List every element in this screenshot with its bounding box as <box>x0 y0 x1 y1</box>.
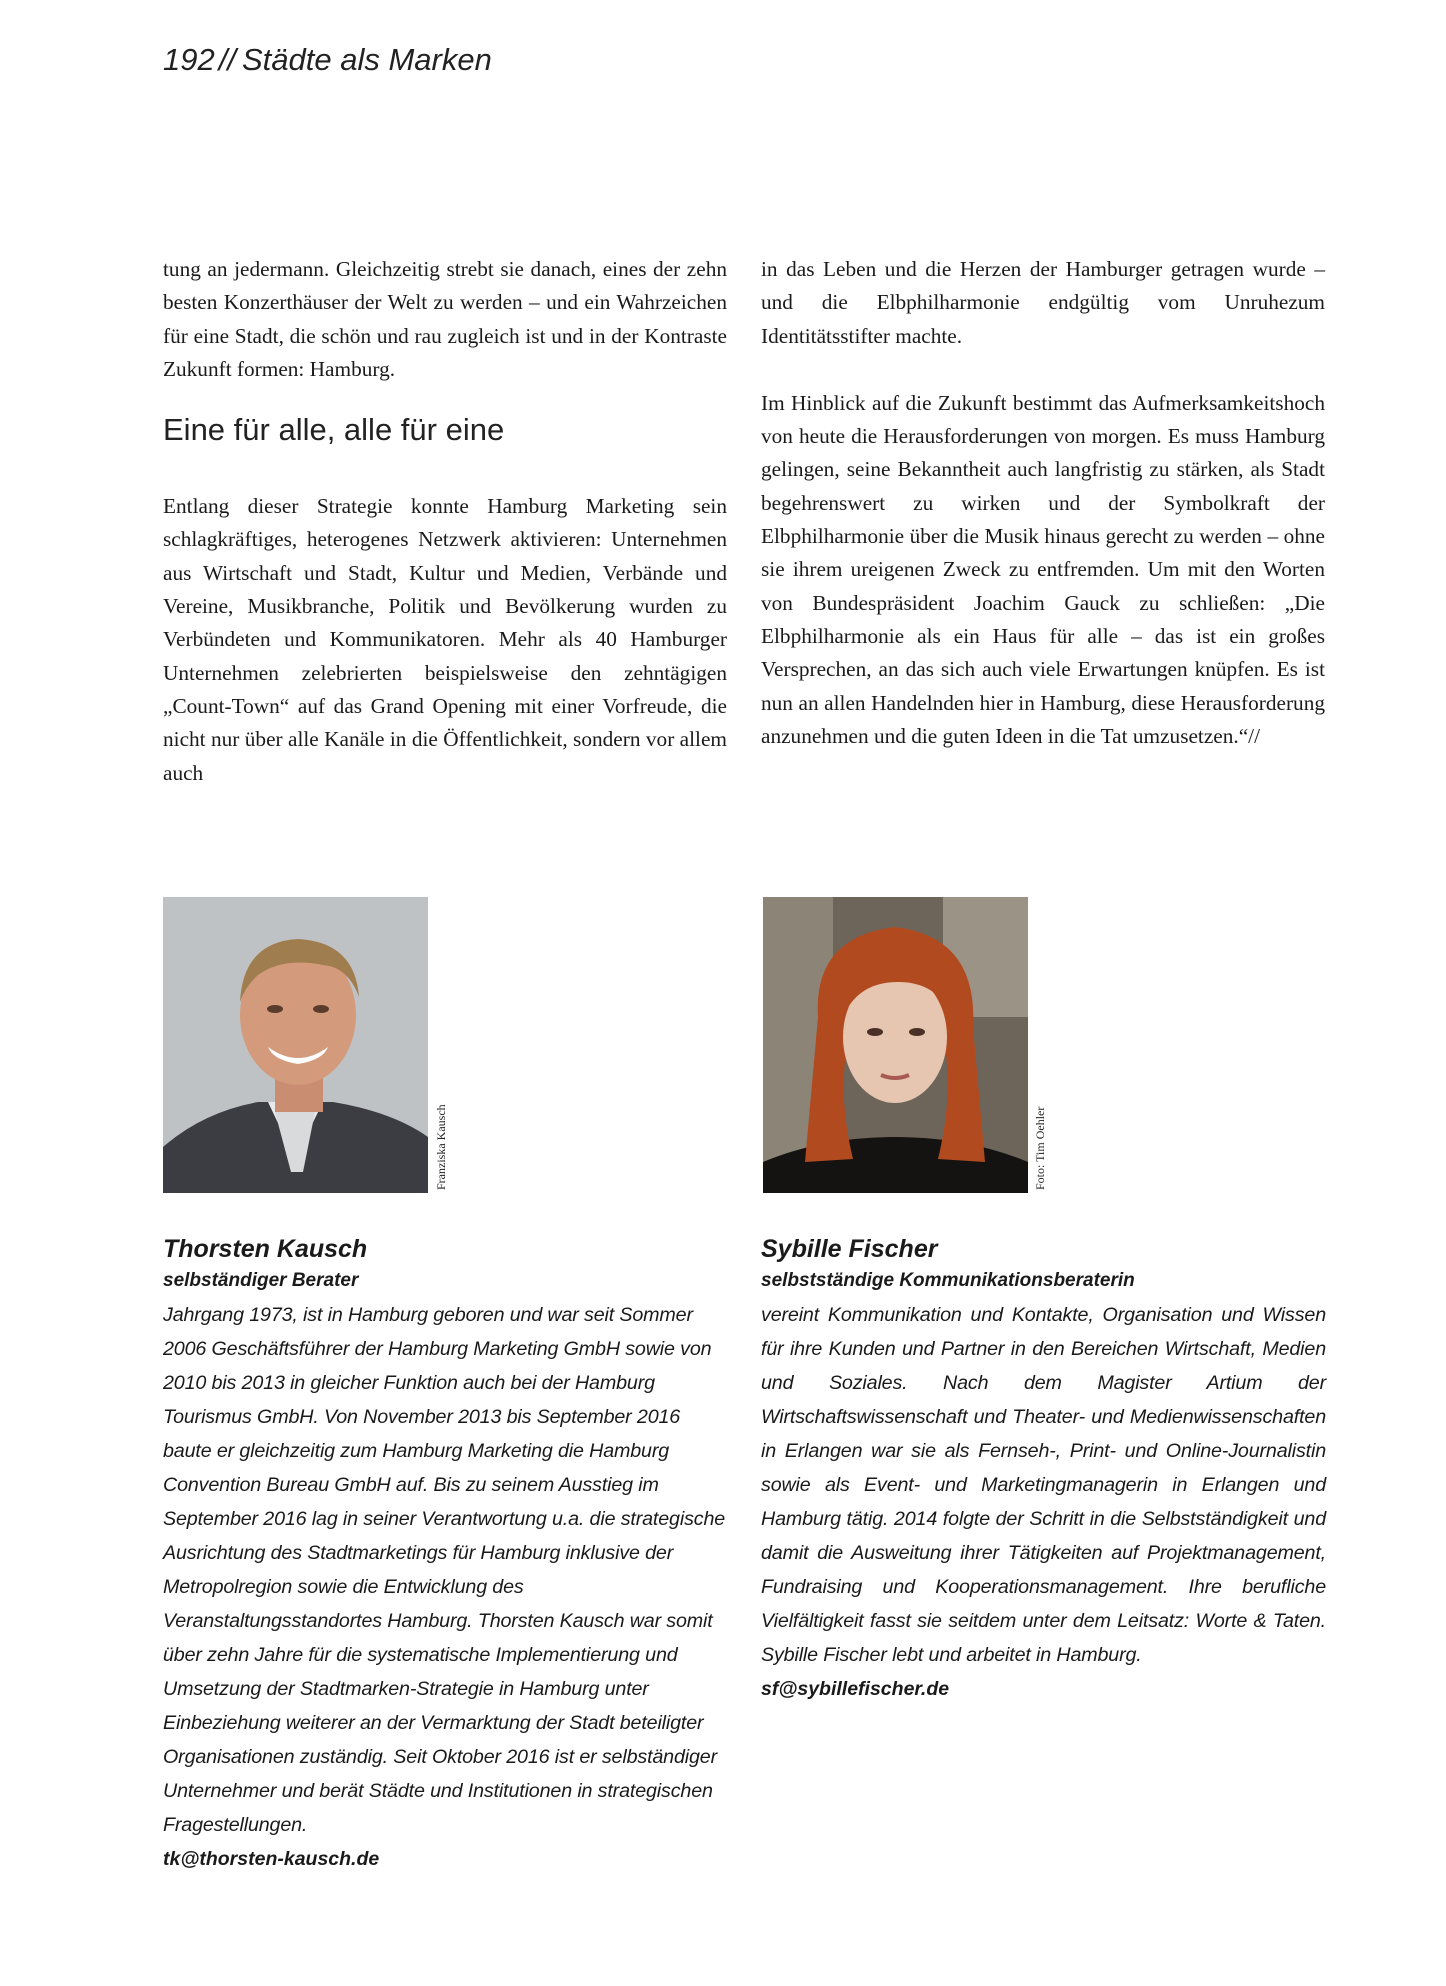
author-email-link[interactable]: sf@sybillefischer.de <box>761 1678 950 1700</box>
author-photo-thorsten-kausch <box>163 897 428 1193</box>
author-name: Thorsten Kausch <box>163 1235 368 1263</box>
author-bio-sybille-fischer <box>761 1232 1326 1706</box>
left-text-column <box>163 253 727 790</box>
body-paragraph: in das Leben und die Herzen der Hamburger getragen wurde – und die Elbphilharmonie endgültig vom Unruhezum Identitätsstifter machte. <box>761 257 1325 348</box>
section-heading: Eine für alle, alle für eine <box>163 412 505 448</box>
author-role: selbstständige Kommunikationsberaterin <box>761 1270 1135 1291</box>
chapter-title: Städte als Marken <box>241 42 492 77</box>
author-bio-text: Jahrgang 1973, ist in Hamburg geboren und war seit Sommer 2006 Geschäftsführer der Hamburg Marketing GmbH sowie von 2010 bis 2013 in gleicher Funktion auch bei der Hamburg Tourismus GmbH. Von November 2013 bis September 2016 baute er gleichzeitig zum Hamburg Marketing die Hamburg Convention Bureau GmbH auf. Bis zu seinem Ausstieg im September 2016 lag in seiner Verantwortung u.a. die strategische Ausrichtung des Stadtmarketings für Hamburg inklusive der Metropolregion sowie die Entwicklung des Veranstaltungsstandortes Hamburg. Thorsten Kausch war somit über zehn Jahre für die systematische Implementierung und Umsetzung der Stadtmarken-Strategie in Hamburg unter Einbeziehung weiterer an der Vermarktung der Stadt beteiligter Organisationen zuständig. Seit Oktober 2016 ist er selbständiger Unternehmer und berät Städte und Institutionen in strategischen Fragestellungen. <box>163 1304 726 1836</box>
page-number: 192 <box>163 42 215 77</box>
photo-credit: Franziska Kausch <box>434 1104 448 1190</box>
author-bio-thorsten-kausch <box>163 1232 728 1876</box>
author-role: selbständiger Berater <box>163 1270 359 1291</box>
body-paragraph: Entlang dieser Strategie konnte Hamburg Marketing sein schlagkräftiges, heterogenes Netzwerk aktivieren: Unternehmen aus Wirtschaft und Stadt, Kultur und Medien, Verbände und Vereine, Musikbranche, Politik und Bevölkerung wurden zu Verbündeten und Kommunikatoren. Mehr als 40 Hamburger Unternehmen zelebrierten beispielsweise den zehntägigen „Count-Town“ auf das Grand Opening mit einer Vorfreude, die nicht nur über alle Kanäle in die Öffentlichkeit, sondern vor allem auch <box>163 494 727 785</box>
author-email-link[interactable]: tk@thorsten-kausch.de <box>163 1848 380 1870</box>
body-paragraph: Im Hinblick auf die Zukunft bestimmt das Aufmerksamkeitshoch von heute die Herausforderungen von morgen. Es muss Hamburg gelingen, seine Bekanntheit auch langfristig zu stärken, als Stadt begehrenswert zu wirken und der Symbolkraft der Elbphilharmonie über die Musik hinaus gerecht zu werden – ohne sie ihrem ureigenen Zweck zu entfremden. Um mit den Worten von Bundespräsident Joachim Gauck zu schließen: „Die Elbphilharmonie als ein Haus für alle – das ist ein großes Versprechen, an das sich auch viele Erwartungen knüpfen. Es ist nun an allen Handelnden hier in Hamburg, diese Herausforderung anzunehmen und die guten Ideen in die Tat umzusetzen.“// <box>761 390 1325 748</box>
running-head <box>163 42 492 78</box>
author-bio-text: vereint Kommunikation und Kontakte, Organisation und Wissen für ihre Kunden und Partner in den Bereichen Wirtschaft, Medien und Soziales. Nach dem Magister Artium der Wirtschaftswissenschaft und Theater- und Medienwissenschaften in Erlangen war sie als Fernseh-, Print- und Online-Journalistin sowie als Event- und Marketingmanagerin in Erlangen und Hamburg tätig. 2014 folgte der Schritt in die Selbstständigkeit und damit die Ausweitung ihrer Tätigkeiten auf Projektmanagement, Fundraising und Kooperationsmanagement. Ihre berufliche Vielfältigkeit fasst sie seitdem unter dem Leitsatz: Worte & Taten. Sybille Fischer lebt und arbeitet in Hamburg. <box>761 1304 1326 1666</box>
author-name: Sybille Fischer <box>761 1235 938 1263</box>
photo-credit: Foto: Tim Oehler <box>1033 1106 1047 1190</box>
right-text-column <box>761 253 1325 753</box>
body-paragraph: tung an jedermann. Gleichzeitig strebt sie danach, eines der zehn besten Konzerthäuser der Welt zu werden – und ein Wahrzeichen für eine Stadt, die schön und rau zugleich ist und in der Kontraste Zukunft formen: Hamburg. <box>163 257 727 381</box>
header-separator: // <box>218 42 236 77</box>
author-photo-sybille-fischer <box>763 897 1028 1193</box>
